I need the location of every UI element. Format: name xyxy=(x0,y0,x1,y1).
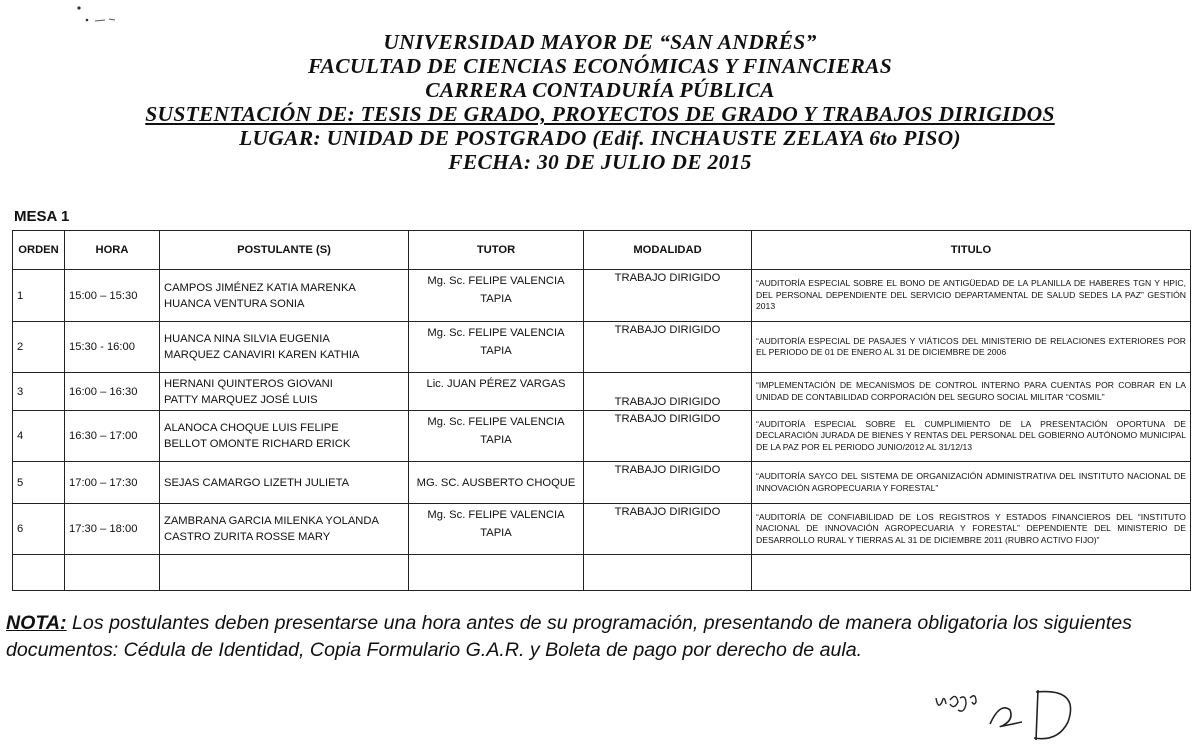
orden-cell: 3 xyxy=(13,373,65,411)
postulantes-cell xyxy=(160,373,409,411)
modalidad-cell: TRABAJO DIRIGIDO xyxy=(584,270,752,322)
handwritten-signature-icon xyxy=(930,680,1090,744)
table-row xyxy=(13,373,1191,411)
tutor-name: Mg. Sc. FELIPE VALENCIA xyxy=(427,327,565,339)
postulantes-cell xyxy=(160,504,409,555)
header-tutor: TUTOR xyxy=(409,231,584,270)
nota-label: NOTA: xyxy=(6,612,67,634)
orden-cell: 1 xyxy=(13,270,65,322)
modalidad-cell: TRABAJO DIRIGIDO xyxy=(584,322,752,373)
postulantes-cell xyxy=(160,270,409,322)
postulante-name: CASTRO ZURITA ROSSE MARY xyxy=(164,531,331,543)
postulante-name: HERNANI QUINTEROS GIOVANI xyxy=(164,377,333,390)
tutor-cell xyxy=(409,462,584,504)
modalidad-cell: TRABAJO DIRIGIDO xyxy=(584,373,752,411)
table-row xyxy=(13,462,1191,504)
faculty-title: FACULTAD DE CIENCIAS ECONÓMICAS Y FINANCIERAS xyxy=(307,54,893,78)
modalidad-cell: TRABAJO DIRIGIDO xyxy=(584,504,752,555)
nota-paragraph xyxy=(6,610,1186,664)
orden-cell: 2 xyxy=(13,322,65,373)
document-header xyxy=(0,30,1200,174)
empty-table-row xyxy=(13,555,1191,591)
tutor-cell xyxy=(409,270,584,322)
location-line: LUGAR: UNIDAD DE POSTGRADO (Edif. INCHAUSTE ZELAYA 6to PISO) xyxy=(239,126,961,150)
table-row xyxy=(13,504,1191,555)
orden-cell: 5 xyxy=(13,462,65,504)
tutor-cell xyxy=(409,411,584,462)
scan-marks xyxy=(75,0,145,26)
career-title: CARRERA CONTADURÍA PÚBLICA xyxy=(425,78,775,102)
titulo-cell: “AUDITORÍA ESPECIAL SOBRE EL BONO DE ANTIGÜEDAD DE LA PLANILLA DE HABERES TGN Y HPIC, DEL PERSONAL DEPENDIENTE DEL SERVICIO DEPARTAMENTAL DE SALUD SEDES LA PAZ” GESTIÓN 2013 xyxy=(752,270,1191,322)
hora-cell: 15:00 – 15:30 xyxy=(65,270,160,322)
postulante-name: BELLOT OMONTE RICHARD ERICK xyxy=(164,438,351,450)
titulo-cell: “AUDITORÍA DE CONFIABILIDAD DE LOS REGISTROS Y ESTADOS FINANCIEROS DEL “INSTITUTO NACIONAL DE INNOVACIÓN AGROPECUARIA Y FORESTAL” DEPENDIENTE DEL MINISTERIO DE DESARROLLO RURAL Y TIERRAS AL 31 DE DICIEMBRE 2011 (RUBRO ACTIVO FIJO)” xyxy=(752,504,1191,555)
header-orden: ORDEN xyxy=(13,231,65,270)
tutor-name: TAPIA xyxy=(480,293,512,305)
tutor-name: Lic. JUAN PÉREZ VARGAS xyxy=(426,378,566,390)
postulante-name: ALANOCA CHOQUE LUIS FELIPE xyxy=(164,422,339,434)
tutor-cell xyxy=(409,322,584,373)
hora-cell: 16:30 – 17:00 xyxy=(65,411,160,462)
tutor-name: Mg. Sc. FELIPE VALENCIA xyxy=(427,275,565,287)
header-titulo: TITULO xyxy=(752,231,1191,270)
table-header-row xyxy=(13,231,1191,270)
header-postulantes: POSTULANTE (S) xyxy=(160,231,409,270)
titulo-cell: “IMPLEMENTACIÓN DE MECANISMOS DE CONTROL INTERNO PARA CUENTAS POR COBRAR EN LA UNIDAD DE CONTABILIDAD CORPORACIÓN DEL SEGURO SOCIAL MILITAR “COSMIL” xyxy=(752,373,1191,411)
postulante-name: CAMPOS JIMÉNEZ KATIA MARENKA xyxy=(164,281,356,294)
empty-cell xyxy=(409,555,584,591)
university-title: UNIVERSIDAD MAYOR DE “SAN ANDRÉS” xyxy=(383,30,817,54)
titulo-cell: “AUDITORÍA SAYCO DEL SISTEMA DE ORGANIZACIÓN ADMINISTRATIVA DEL INSTITUTO NACIONAL DE INNOVACIÓN AGROPECUARIA Y FORESTAL” xyxy=(752,462,1191,504)
postulante-name: PATTY MARQUEZ JOSÉ LUIS xyxy=(164,393,318,406)
empty-cell xyxy=(13,555,65,591)
titulo-cell: “AUDITORÍA ESPECIAL SOBRE EL CUMPLIMIENTO DE LA PRESENTACIÓN OPORTUNA DE DECLARACIÓN JURADA DE BIENES Y RENTAS DEL PERSONAL DEL GOBIERNO AUTÓNOMO MUNICIPAL DE LA PAZ POR EL PERIODO JUNIO/2012 AL 31/12/13 xyxy=(752,411,1191,462)
hora-cell: 17:30 – 18:00 xyxy=(65,504,160,555)
tutor-cell xyxy=(409,504,584,555)
hora-cell: 17:00 – 17:30 xyxy=(65,462,160,504)
header-modalidad: MODALIDAD xyxy=(584,231,752,270)
mesa-label: MESA 1 xyxy=(14,208,70,225)
sustentacion-title: SUSTENTACIÓN DE: TESIS DE GRADO, PROYECTOS DE GRADO Y TRABAJOS DIRIGIDOS xyxy=(145,102,1055,126)
table-row xyxy=(13,322,1191,373)
tutor-name: Mg. Sc. FELIPE VALENCIA xyxy=(427,416,565,428)
table-row xyxy=(13,411,1191,462)
empty-cell xyxy=(752,555,1191,591)
empty-cell xyxy=(160,555,409,591)
postulante-name: HUANCA NINA SILVIA EUGENIA xyxy=(164,333,330,345)
empty-cell xyxy=(584,555,752,591)
empty-cell xyxy=(65,555,160,591)
postulante-name: SEJAS CAMARGO LIZETH JULIETA xyxy=(164,476,350,489)
header-hora: HORA xyxy=(65,231,160,270)
postulante-name: ZAMBRANA GARCIA MILENKA YOLANDA xyxy=(164,515,379,527)
tutor-name: TAPIA xyxy=(480,434,512,446)
tutor-name: TAPIA xyxy=(480,527,512,539)
postulante-name: HUANCA VENTURA SONIA xyxy=(164,297,305,310)
postulantes-cell xyxy=(160,322,409,373)
tutor-cell xyxy=(409,373,584,411)
hora-cell: 16:00 – 16:30 xyxy=(65,373,160,411)
postulantes-cell xyxy=(160,411,409,462)
tutor-name: Mg. Sc. FELIPE VALENCIA xyxy=(427,509,565,521)
postulante-name: MARQUEZ CANAVIRI KAREN KATHIA xyxy=(164,349,360,361)
orden-cell: 4 xyxy=(13,411,65,462)
modalidad-cell: TRABAJO DIRIGIDO xyxy=(584,411,752,462)
date-line: FECHA: 30 DE JULIO DE 2015 xyxy=(448,150,752,174)
postulantes-cell xyxy=(160,462,409,504)
tutor-name: TAPIA xyxy=(480,345,512,357)
table-row xyxy=(13,270,1191,322)
hora-cell: 15:30 - 16:00 xyxy=(65,322,160,373)
tutor-name: MG. SC. AUSBERTO CHOQUE xyxy=(416,476,576,489)
titulo-cell: “AUDITORÍA ESPECIAL DE PASAJES Y VIÁTICOS DEL MINISTERIO DE RELACIONES EXTERIORES POR EL PERIODO DE 01 DE ENERO AL 31 DE DICIEMBRE DE 2006 xyxy=(752,322,1191,373)
modalidad-cell: TRABAJO DIRIGIDO xyxy=(584,462,752,504)
orden-cell: 6 xyxy=(13,504,65,555)
schedule-table xyxy=(12,230,1191,591)
nota-text: Los postulantes deben presentarse una hora antes de su programación, presentando de manera obligatoria los siguientes documentos: Cédula de Identidad, Copia Formulario G.A.R. y Boleta de pago por derecho de aula. xyxy=(6,612,1132,661)
